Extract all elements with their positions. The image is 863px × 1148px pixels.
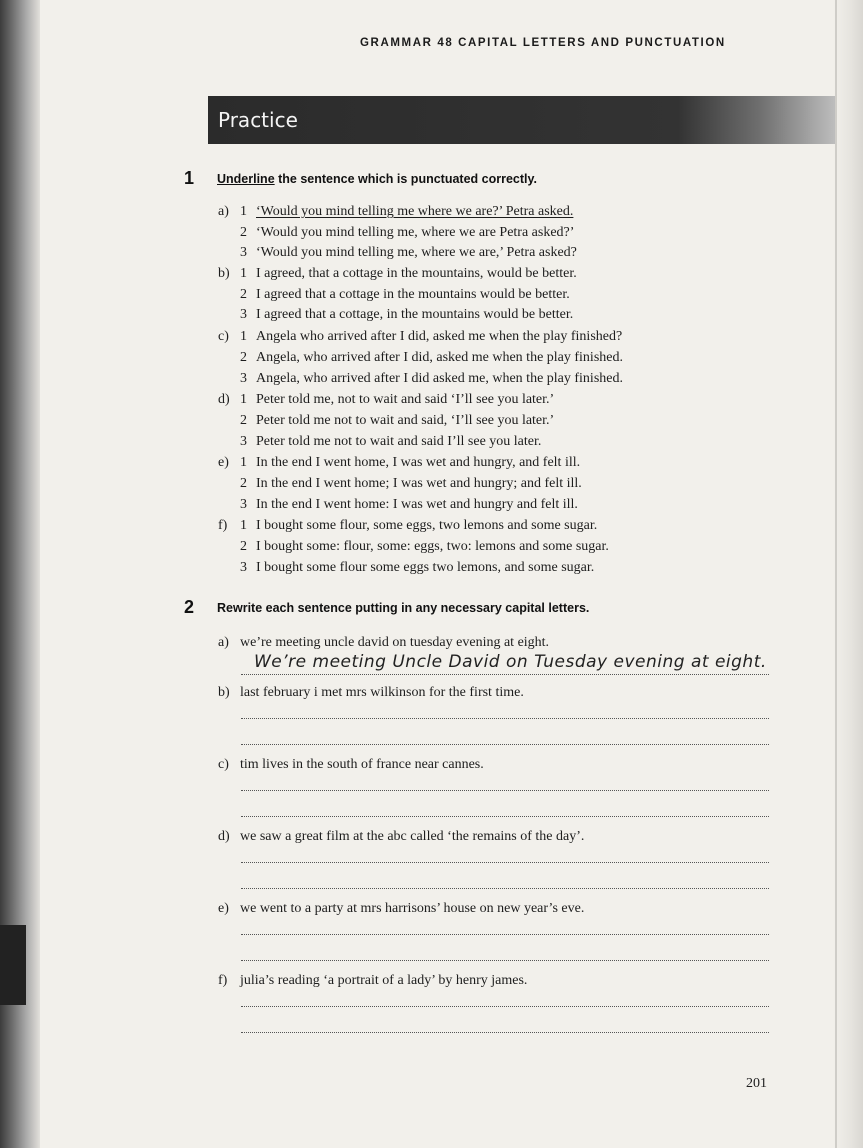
exercise-1-number: 1	[184, 168, 195, 188]
item-label: b)	[218, 685, 230, 700]
option-text[interactable]: I agreed that a cottage in the mountains would be better.	[256, 287, 570, 302]
option-number: 2	[240, 413, 247, 428]
option-number: 1	[240, 518, 247, 533]
banner-title: Practice	[218, 108, 298, 132]
item-sentence: last february i met mrs wilkinson for the first time.	[240, 685, 524, 700]
item-label: a)	[218, 635, 229, 650]
option-number: 3	[240, 307, 247, 322]
page-number: 201	[746, 1076, 767, 1091]
handwritten-answer: We’re meeting Uncle David on Tuesday evening at eight.	[254, 652, 767, 672]
option-number: 3	[240, 245, 247, 260]
item-sentence: julia’s reading ‘a portrait of a lady’ by henry james.	[240, 973, 528, 988]
option-text[interactable]: I bought some: flour, some: eggs, two: lemons and some sugar.	[256, 539, 609, 554]
option-text[interactable]: Angela, who arrived after I did, asked me when the play finished.	[256, 350, 623, 365]
option-text[interactable]: In the end I went home; I was wet and hungry; and felt ill.	[256, 476, 582, 491]
option-text[interactable]: In the end I went home, I was wet and hungry, and felt ill.	[256, 455, 581, 470]
answer-line[interactable]	[241, 790, 769, 791]
page-edge-line	[835, 0, 837, 1148]
option-text[interactable]: Peter told me not to wait and said, ‘I’ll see you later.’	[256, 413, 555, 428]
running-header: GRAMMAR 48 CAPITAL LETTERS AND PUNCTUATION	[360, 37, 726, 49]
option-text[interactable]: I agreed, that a cottage in the mountains, would be better.	[256, 266, 577, 281]
question-label: e)	[218, 455, 229, 470]
answer-line[interactable]	[241, 888, 769, 889]
instruction-underline-word: Underline	[217, 172, 275, 186]
item-label: f)	[218, 973, 228, 988]
option-number: 2	[240, 287, 247, 302]
question-label: b)	[218, 266, 230, 281]
option-number: 3	[240, 434, 247, 449]
answer-line[interactable]	[241, 1006, 769, 1007]
answer-line[interactable]	[241, 934, 769, 935]
option-number: 1	[240, 392, 247, 407]
exercise-1-instruction	[217, 172, 537, 186]
option-number: 2	[240, 350, 247, 365]
option-number: 1	[240, 455, 247, 470]
option-number: 2	[240, 539, 247, 554]
option-text[interactable]: I bought some flour some eggs two lemons, and some sugar.	[256, 560, 595, 575]
option-text[interactable]: ‘Would you mind telling me, where we are Petra asked?’	[256, 225, 575, 240]
option-number: 3	[240, 497, 247, 512]
option-number: 3	[240, 560, 247, 575]
item-sentence: we saw a great film at the abc called ‘the remains of the day’.	[240, 829, 585, 844]
exercise-2-instruction: Rewrite each sentence putting in any necessary capital letters.	[217, 601, 590, 615]
answer-line[interactable]	[241, 862, 769, 863]
page-edge-shadow	[833, 0, 863, 1148]
option-number: 2	[240, 225, 247, 240]
item-sentence: tim lives in the south of france near cannes.	[240, 757, 484, 772]
answer-line[interactable]	[241, 718, 769, 719]
question-label: f)	[218, 518, 228, 533]
item-label: d)	[218, 829, 230, 844]
item-sentence: we’re meeting uncle david on tuesday evening at eight.	[240, 635, 550, 650]
item-label: e)	[218, 901, 229, 916]
option-text-answer[interactable]: ‘Would you mind telling me where we are?’ Petra asked.	[256, 204, 574, 219]
answer-line[interactable]	[241, 674, 769, 675]
answer-line[interactable]	[241, 1032, 769, 1033]
option-text[interactable]: Angela who arrived after I did, asked me when the play finished?	[256, 329, 623, 344]
item-label: c)	[218, 757, 229, 772]
option-text[interactable]: ‘Would you mind telling me, where we are,’ Petra asked?	[256, 245, 577, 260]
item-sentence: we went to a party at mrs harrisons’ house on new year’s eve.	[240, 901, 585, 916]
question-label: c)	[218, 329, 229, 344]
question-label: a)	[218, 204, 229, 219]
option-text[interactable]: Peter told me, not to wait and said ‘I’ll see you later.’	[256, 392, 555, 407]
instruction-rest: the sentence which is punctuated correctly.	[274, 172, 537, 186]
answer-line[interactable]	[241, 960, 769, 961]
option-text[interactable]: I bought some flour, some eggs, two lemons and some sugar.	[256, 518, 598, 533]
question-label: d)	[218, 392, 230, 407]
option-number: 3	[240, 371, 247, 386]
option-number: 1	[240, 329, 247, 344]
option-number: 2	[240, 476, 247, 491]
option-text[interactable]: In the end I went home: I was wet and hungry and felt ill.	[256, 497, 578, 512]
option-number: 1	[240, 266, 247, 281]
section-tab-marker	[0, 925, 26, 1005]
option-number: 1	[240, 204, 247, 219]
practice-banner	[208, 96, 835, 144]
option-text[interactable]: Peter told me not to wait and said I’ll see you later.	[256, 434, 542, 449]
option-text[interactable]: I agreed that a cottage, in the mountains would be better.	[256, 307, 574, 322]
exercise-2-number: 2	[184, 597, 195, 617]
option-text[interactable]: Angela, who arrived after I did asked me, when the play finished.	[256, 371, 623, 386]
answer-line[interactable]	[241, 744, 769, 745]
answer-line[interactable]	[241, 816, 769, 817]
